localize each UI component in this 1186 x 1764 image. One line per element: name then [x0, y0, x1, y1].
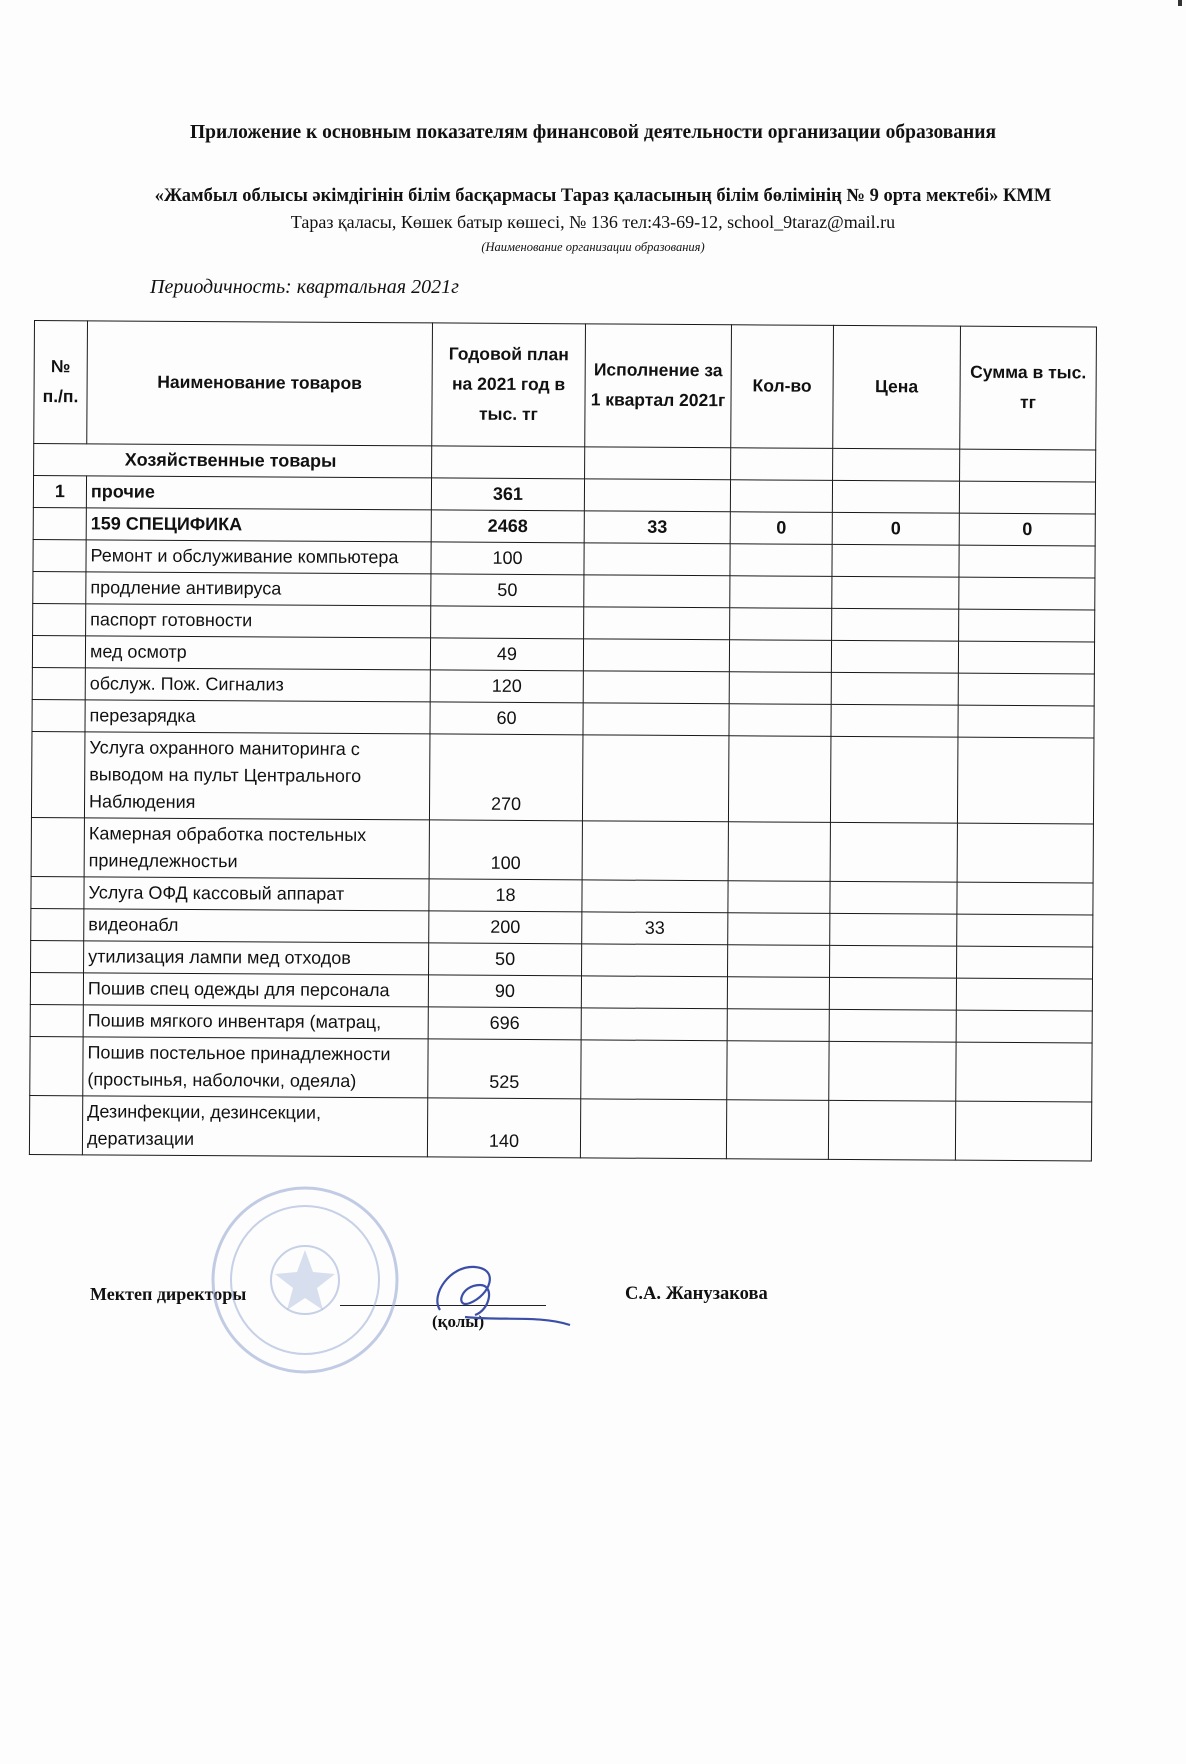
cell-name: Дезинфекции, дезинсекции, дератизации	[82, 1096, 427, 1157]
cell-qty	[727, 977, 829, 1010]
header-price: Цена	[833, 325, 961, 449]
cell-plan: 18	[429, 879, 582, 912]
cell-price: 0	[832, 512, 959, 545]
cell-qty	[730, 480, 832, 513]
cell-price	[830, 736, 958, 823]
cell-num	[30, 972, 83, 1004]
cell-sum	[958, 641, 1094, 674]
cell-num	[30, 1036, 83, 1095]
cell-sum	[957, 823, 1093, 883]
cell-plan: 270	[429, 734, 583, 821]
cell-plan: 525	[428, 1039, 581, 1099]
organization-caption: (Наименование организации образования)	[481, 240, 705, 254]
periodicity: Периодичность: квартальная 2021г	[150, 276, 459, 298]
scan-edge-mark	[1178, 0, 1182, 6]
cell-exec	[583, 703, 729, 736]
cell-plan: 2468	[431, 510, 584, 543]
cell-num	[33, 507, 86, 539]
cell-name: утилизация лампи мед отходов	[84, 941, 429, 975]
cell-price	[832, 544, 959, 577]
cell-name: мед осмотр	[85, 636, 430, 670]
header-sum: Сумма в тыс. тг	[960, 326, 1097, 450]
cell-qty	[730, 544, 832, 577]
table-row	[30, 1036, 1092, 1101]
cell-qty	[729, 704, 831, 737]
cell-num	[31, 940, 84, 972]
cell-qty	[730, 608, 832, 641]
official-stamp	[205, 1150, 405, 1410]
cell-name: Пошив спец одежды для персонала	[83, 973, 428, 1007]
cell-plan: 140	[427, 1098, 580, 1158]
cell-exec	[584, 479, 730, 512]
cell-sum	[956, 946, 1092, 979]
table-header-row	[34, 321, 1097, 450]
cell-price	[831, 640, 958, 673]
cell-sum	[959, 545, 1095, 578]
cell-num	[31, 817, 84, 876]
cell-exec	[580, 1099, 726, 1159]
cell-num: 1	[33, 476, 86, 508]
cell-name: Пошив мягкого инвентаря (матрац,	[83, 1005, 428, 1039]
header-number: № п./п.	[34, 321, 88, 444]
table-row	[31, 731, 1094, 823]
cell-name: продление антивируса	[86, 572, 431, 606]
cell-qty	[728, 945, 830, 978]
cell-price	[832, 608, 959, 641]
cell-sum	[957, 737, 1094, 824]
cell-sum	[959, 609, 1095, 642]
cell-qty	[729, 640, 831, 673]
cell-name: Услуга ОФД кассовый аппарат	[84, 877, 429, 911]
cell-qty	[728, 913, 830, 946]
cell-num	[29, 1095, 82, 1154]
cell-plan: 60	[430, 702, 583, 735]
table-row	[31, 817, 1093, 882]
cell-sum	[956, 1042, 1092, 1102]
header-annual-plan: Годовой план на 2021 год в тыс. тг	[432, 323, 586, 447]
table-body	[29, 444, 1095, 1161]
cell-qty	[727, 1009, 829, 1042]
cell-exec	[584, 607, 730, 640]
header-quantity: Кол-во	[731, 325, 834, 449]
cell-name: паспорт готовности	[86, 604, 431, 638]
cell-qty	[728, 736, 831, 823]
section-empty-cell	[731, 448, 833, 481]
cell-plan: 200	[429, 911, 582, 944]
cell-exec	[582, 821, 728, 881]
document-title: Приложение к основным показателям финансовой деятельности организации образования	[189, 122, 997, 143]
cell-exec	[583, 639, 729, 672]
cell-sum	[958, 673, 1094, 706]
cell-num	[33, 571, 86, 603]
cell-qty: 0	[730, 512, 832, 545]
cell-num	[33, 603, 86, 635]
cell-sum	[959, 481, 1095, 514]
cell-sum	[959, 577, 1095, 610]
cell-sum	[956, 978, 1092, 1011]
cell-num	[31, 908, 84, 940]
cell-price	[829, 945, 956, 978]
cell-num	[30, 1004, 83, 1036]
cell-exec: 33	[582, 912, 728, 945]
cell-plan	[431, 606, 584, 639]
cell-price	[831, 704, 958, 737]
cell-num	[31, 731, 85, 817]
cell-exec: 33	[584, 511, 730, 544]
cell-num	[32, 667, 85, 699]
cell-plan: 120	[430, 670, 583, 703]
finance-table	[29, 320, 1097, 1161]
cell-num	[32, 635, 85, 667]
cell-name: Ремонт и обслуживание компьютера	[86, 540, 431, 574]
cell-plan: 361	[431, 478, 584, 511]
cell-qty	[727, 1041, 829, 1101]
cell-name: Камерная обработка постельных принедлежностьи	[84, 818, 429, 879]
director-label: Мектеп директоры	[90, 1284, 247, 1304]
header-execution: Исполнение за 1 квартал 2021г	[585, 324, 732, 448]
cell-exec	[583, 671, 729, 704]
cell-plan: 50	[429, 943, 582, 976]
cell-price	[830, 913, 957, 946]
director-name: С.А. Жанузакова	[625, 1284, 768, 1304]
cell-qty	[730, 576, 832, 609]
section-empty-cell	[585, 447, 731, 480]
cell-name: обслуж. Пож. Сигнализ	[85, 668, 430, 702]
cell-exec	[581, 1008, 727, 1041]
cell-name: прочие	[86, 476, 431, 510]
signature-caption: (қолы)	[432, 1312, 485, 1331]
cell-price	[829, 1041, 956, 1101]
cell-price	[828, 1100, 955, 1160]
cell-name: Пошив постельное принадлежности (простынья, наболочки, одеяла)	[83, 1037, 428, 1098]
cell-exec	[584, 543, 730, 576]
cell-exec	[582, 944, 728, 977]
header-name: Наименование товаров	[87, 321, 433, 446]
cell-qty	[729, 672, 831, 705]
organization-name: «Жамбыл облысы әкімдігінін білім басқармасы Тараз қаласының білім бөлімінің № 9 орта мектебі» КММ	[154, 186, 1052, 206]
cell-name: 159 СПЕЦИФИКА	[86, 508, 431, 542]
cell-sum	[957, 882, 1093, 915]
table-row	[29, 1095, 1091, 1160]
cell-plan: 696	[428, 1007, 581, 1040]
section-empty-cell	[432, 446, 585, 479]
cell-sum	[958, 705, 1094, 738]
cell-qty	[726, 1100, 828, 1160]
cell-num	[32, 699, 85, 731]
cell-plan: 50	[431, 574, 584, 607]
cell-sum	[956, 1010, 1092, 1043]
cell-plan: 49	[430, 638, 583, 671]
cell-exec	[582, 735, 729, 822]
cell-price	[831, 672, 958, 705]
section-empty-cell	[833, 448, 960, 481]
cell-exec	[581, 1040, 727, 1100]
cell-price	[829, 977, 956, 1010]
section-label: Хозяйственные товары	[34, 444, 432, 478]
cell-price	[829, 1009, 956, 1042]
handwritten-signature	[420, 1255, 580, 1335]
cell-exec	[584, 575, 730, 608]
cell-price	[832, 480, 959, 513]
cell-name: Услуга охранного маниторинга с выводом на пульт Центрального Наблюдения	[84, 732, 430, 820]
organization-address: Тараз қаласы, Көшек батыр көшесі, № 136 тел:43-69-12, school_9taraz@mail.ru	[290, 212, 896, 232]
cell-sum	[955, 1101, 1091, 1161]
cell-plan: 90	[428, 975, 581, 1008]
cell-sum	[957, 914, 1093, 947]
cell-qty	[728, 822, 830, 882]
cell-name: перезарядка	[85, 700, 430, 734]
cell-exec	[582, 880, 728, 913]
cell-exec	[581, 976, 727, 1009]
cell-sum: 0	[959, 513, 1095, 546]
cell-plan: 100	[429, 820, 582, 880]
cell-name: видеонабл	[84, 909, 429, 943]
cell-num	[33, 539, 86, 571]
cell-plan: 100	[431, 542, 584, 575]
cell-price	[830, 881, 957, 914]
cell-qty	[728, 881, 830, 914]
cell-price	[832, 576, 959, 609]
cell-num	[31, 876, 84, 908]
section-empty-cell	[960, 449, 1096, 482]
cell-price	[830, 822, 957, 882]
